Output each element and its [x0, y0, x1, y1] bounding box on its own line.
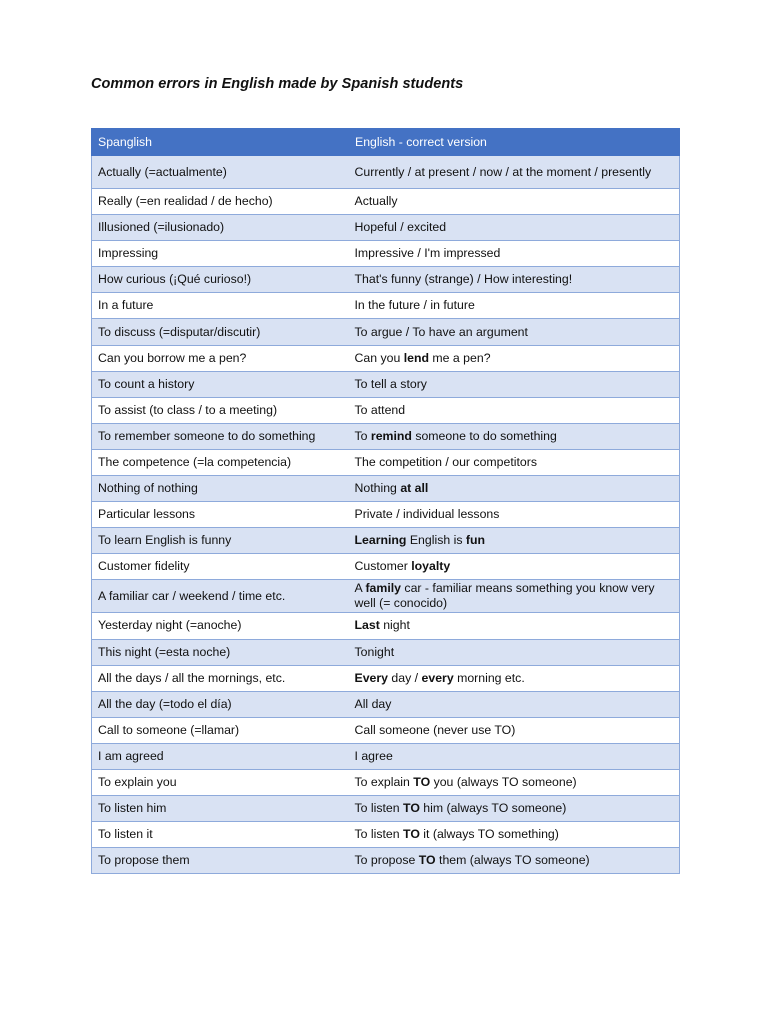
- correct-version-cell: [349, 189, 680, 215]
- emphasized-text: remind: [370, 428, 412, 443]
- text-segment: To propose: [354, 853, 419, 868]
- spanglish-cell: A familiar car / weekend / time etc.: [92, 580, 349, 613]
- spanglish-cell: Call to someone (=llamar): [92, 717, 349, 743]
- table-row: [92, 156, 680, 189]
- spanglish-cell: In a future: [92, 293, 349, 319]
- text-segment: me a pen?: [429, 350, 491, 365]
- table-row: [92, 796, 680, 822]
- text-segment: car - familiar means something you know very well (= conocido): [354, 581, 655, 611]
- emphasized-text: Last: [354, 618, 380, 633]
- correct-version-cell: [349, 580, 680, 613]
- table-row: [92, 717, 680, 743]
- spanglish-cell: To discuss (=disputar/discutir): [92, 319, 349, 345]
- spanglish-cell: Illusioned (=ilusionado): [92, 215, 349, 241]
- table-row: [92, 423, 680, 449]
- column-header-spanglish: Spanglish: [92, 129, 349, 156]
- text-segment: In the future / in future: [354, 298, 475, 313]
- emphasized-text: Every: [354, 670, 389, 685]
- correct-version-cell: [349, 241, 680, 267]
- correct-version-cell: [349, 423, 680, 449]
- text-segment: Nothing: [354, 481, 401, 496]
- emphasized-text: TO: [403, 801, 420, 816]
- table-row: [92, 691, 680, 717]
- text-segment: Customer: [354, 559, 412, 574]
- correct-version-cell: [349, 397, 680, 423]
- emphasized-text: TO: [403, 827, 420, 842]
- correct-version-cell: [349, 267, 680, 293]
- text-segment: him (always TO someone): [419, 801, 567, 816]
- text-segment: day /: [388, 670, 422, 685]
- correct-version-cell: [349, 717, 680, 743]
- correct-version-cell: [349, 319, 680, 345]
- spanglish-cell: To assist (to class / to a meeting): [92, 397, 349, 423]
- correct-version-cell: [349, 293, 680, 319]
- table-row: [92, 822, 680, 848]
- spanglish-cell: Customer fidelity: [92, 554, 349, 580]
- spanglish-cell: All the day (=todo el día): [92, 691, 349, 717]
- spanglish-cell: All the days / all the mornings, etc.: [92, 665, 349, 691]
- text-segment: Hopeful / excited: [354, 220, 447, 235]
- text-segment: That's funny (strange) / How interesting!: [354, 272, 573, 287]
- correct-version-cell: [349, 345, 680, 371]
- text-segment: you (always TO someone): [430, 775, 577, 790]
- text-segment: Impressive / I'm impressed: [354, 246, 501, 261]
- text-segment: someone to do something: [411, 428, 557, 443]
- emphasized-text: loyalty: [411, 559, 451, 574]
- table-row: [92, 848, 680, 874]
- text-segment: A: [354, 581, 366, 596]
- correct-version-cell: [349, 769, 680, 795]
- table-row: [92, 554, 680, 580]
- table-row: [92, 580, 680, 613]
- table-row: [92, 293, 680, 319]
- text-segment: To explain: [354, 775, 414, 790]
- table-row: [92, 769, 680, 795]
- text-segment: Tonight: [354, 644, 395, 659]
- correct-version-cell: [349, 215, 680, 241]
- emphasized-text: at all: [400, 481, 429, 496]
- correct-version-cell: [349, 639, 680, 665]
- correct-version-cell: [349, 449, 680, 475]
- table-row: [92, 397, 680, 423]
- emphasized-text: fun: [465, 533, 486, 548]
- spanglish-cell: To explain you: [92, 769, 349, 795]
- text-segment: I agree: [354, 748, 393, 763]
- text-segment: it (always TO something): [419, 827, 559, 842]
- table-row: [92, 371, 680, 397]
- table-row: [92, 639, 680, 665]
- spanglish-cell: To propose them: [92, 848, 349, 874]
- spanglish-cell: The competence (=la competencia): [92, 449, 349, 475]
- correct-version-cell: [349, 502, 680, 528]
- spanglish-cell: To listen him: [92, 796, 349, 822]
- spanglish-cell: Really (=en realidad / de hecho): [92, 189, 349, 215]
- text-segment: To argue / To have an argument: [354, 324, 528, 339]
- text-segment: To listen: [354, 801, 404, 816]
- text-segment: Private / individual lessons: [354, 507, 500, 522]
- table-row: [92, 449, 680, 475]
- text-segment: Currently / at present / now / at the moment / presently: [354, 164, 652, 179]
- spanglish-cell: Nothing of nothing: [92, 476, 349, 502]
- text-segment: To tell a story: [354, 376, 427, 391]
- correct-version-cell: [349, 848, 680, 874]
- emphasized-text: TO: [418, 853, 436, 868]
- correct-version-cell: [349, 822, 680, 848]
- document-title: Common errors in English made by Spanish students: [91, 76, 464, 92]
- text-segment: them (always TO someone): [435, 853, 590, 868]
- spanglish-cell: To learn English is funny: [92, 528, 349, 554]
- spanglish-cell: I am agreed: [92, 743, 349, 769]
- emphasized-text: TO: [413, 775, 431, 790]
- spanglish-cell: Yesterday night (=anoche): [92, 613, 349, 639]
- table-row: [92, 476, 680, 502]
- header-row: [92, 129, 680, 156]
- correct-version-cell: [349, 156, 680, 189]
- text-segment: night: [379, 618, 410, 633]
- emphasized-text: every: [421, 670, 454, 685]
- table-row: [92, 502, 680, 528]
- text-segment: Can you: [354, 350, 404, 365]
- text-segment: The competition / our competitors: [354, 454, 537, 469]
- correct-version-cell: [349, 554, 680, 580]
- spanglish-cell: Can you borrow me a pen?: [92, 345, 349, 371]
- spanglish-cell: To remember someone to do something: [92, 423, 349, 449]
- text-segment: To: [354, 428, 371, 443]
- text-segment: To attend: [354, 402, 406, 417]
- table-row: [92, 319, 680, 345]
- text-segment: English is: [406, 533, 466, 548]
- correct-version-cell: [349, 691, 680, 717]
- column-header-correct-version: English - correct version: [349, 129, 680, 156]
- spanglish-cell: Actually (=actualmente): [92, 156, 349, 189]
- spanglish-cell: This night (=esta noche): [92, 639, 349, 665]
- correct-version-cell: [349, 665, 680, 691]
- spanglish-cell: To count a history: [92, 371, 349, 397]
- emphasized-text: Learning: [354, 533, 407, 548]
- table-row: [92, 267, 680, 293]
- table-row: [92, 528, 680, 554]
- table-row: [92, 189, 680, 215]
- correct-version-cell: [349, 476, 680, 502]
- table-row: [92, 665, 680, 691]
- emphasized-text: family: [365, 581, 401, 596]
- spanglish-cell: To listen it: [92, 822, 349, 848]
- correct-version-cell: [349, 796, 680, 822]
- spanglish-cell: Particular lessons: [92, 502, 349, 528]
- correct-version-cell: [349, 528, 680, 554]
- text-segment: Actually: [354, 194, 398, 209]
- correct-version-cell: [349, 613, 680, 639]
- text-segment: All day: [354, 696, 392, 711]
- correct-version-cell: [349, 743, 680, 769]
- table-row: [92, 241, 680, 267]
- emphasized-text: lend: [403, 350, 429, 365]
- spanglish-cell: How curious (¡Qué curioso!): [92, 267, 349, 293]
- text-segment: Call someone (never use TO): [354, 722, 516, 737]
- correct-version-cell: [349, 371, 680, 397]
- table-row: [92, 215, 680, 241]
- table-row: [92, 345, 680, 371]
- spanglish-cell: Impressing: [92, 241, 349, 267]
- table-header: [92, 129, 680, 156]
- errors-table: [91, 128, 680, 874]
- table-row: [92, 743, 680, 769]
- table-body: [92, 156, 680, 874]
- text-segment: morning etc.: [453, 670, 525, 685]
- table-row: [92, 613, 680, 639]
- text-segment: To listen: [354, 827, 404, 842]
